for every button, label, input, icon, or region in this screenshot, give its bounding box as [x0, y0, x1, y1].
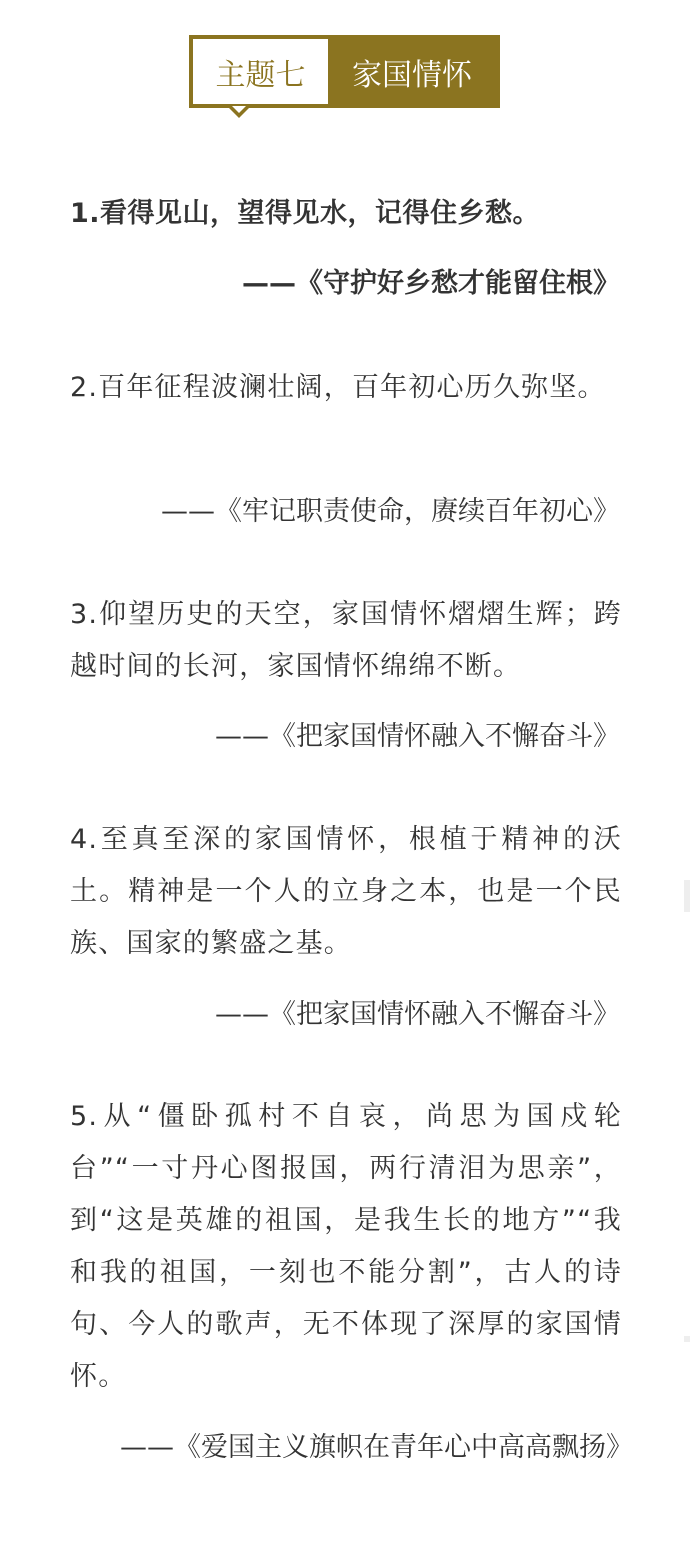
quote-2-text: 2.百年征程波澜壮阔，百年初心历久弥坚。: [70, 372, 606, 403]
quote-4-source: ——《把家国情怀融入不懈奋斗》: [215, 999, 620, 1030]
quote-5-source: ——《爱国主义旗帜在青年心中高高飘扬》: [120, 1432, 633, 1463]
quote-3-source: ——《把家国情怀融入不懈奋斗》: [215, 721, 620, 752]
quote-1-source: ——《守护好乡愁才能留住根》: [242, 268, 620, 299]
edge-mark: [684, 1336, 690, 1342]
quote-2-source: ——《牢记职责使命，赓续百年初心》: [161, 496, 620, 527]
tag-pointer-icon: [227, 106, 251, 120]
quote-1-text: 1.看得见山，望得见水，记得住乡愁。: [70, 198, 541, 229]
quote-3-text: 3.仰望历史的天空，家国情怀熠熠生辉；跨越时间的长河，家国情怀绵绵不断。: [70, 599, 622, 682]
quote-5-text: 5.从“僵卧孤村不自哀，尚思为国戍轮台”“一寸丹心图报国，两行清泪为思亲”，到“这是英雄的祖国，是我生长的地方”“我和我的祖国，一刻也不能分割”，古人的诗句、今人的歌声，无不体现了深厚的家国情怀。: [70, 1101, 622, 1392]
theme-tag: [189, 35, 500, 108]
edge-mark: [684, 880, 690, 912]
theme-number-label: 主题七: [193, 39, 328, 104]
quote-4-text: 4.至真至深的家国情怀，根植于精神的沃土。精神是一个人的立身之本，也是一个民族、国家的繁盛之基。: [70, 824, 622, 959]
theme-title: 家国情怀: [352, 57, 472, 93]
